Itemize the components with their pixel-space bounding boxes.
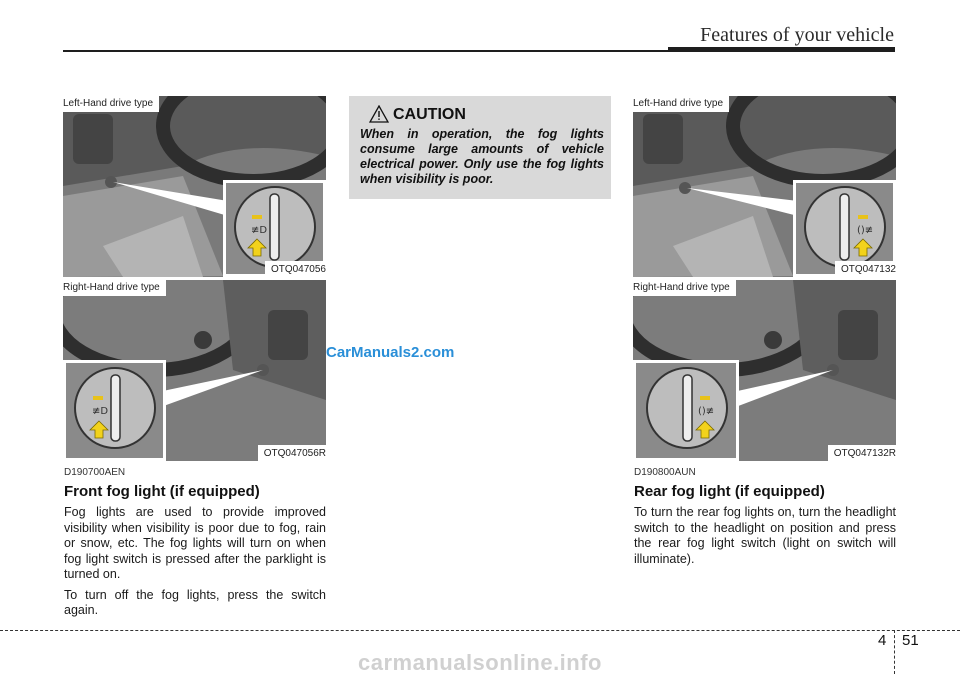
front-fog-photo-lhd: [63, 96, 326, 277]
image-label: Right-Hand drive type: [633, 280, 736, 296]
image-code: OTQ047132: [835, 261, 896, 277]
image-label: Left-Hand drive type: [633, 96, 729, 112]
caution-title: CAUTION: [393, 106, 466, 123]
footer-rule: [0, 630, 960, 631]
svg-text:≢D: ≢D: [251, 225, 268, 236]
rear-fog-photo-lhd: [633, 96, 896, 277]
caution-box: [349, 96, 611, 199]
doc-code: D190800AUN: [634, 467, 696, 478]
paragraph: Fog lights are used to provide improved visibility when visibility is poor due to fog, rain or snow, etc. The fog lights will turn on when fog light switch is pressed after the parklight is turned on.: [64, 505, 326, 581]
header-rule: [63, 50, 895, 52]
paragraph: To turn off the fog lights, press the switch again.: [64, 587, 326, 617]
paragraph: To turn the rear fog lights on, turn the headlight switch to the headlight on position and press the rear fog light switch (light on switch will illuminate).: [634, 505, 896, 566]
section-title: Front fog light (if equipped): [64, 483, 260, 500]
page-number: 51: [902, 632, 919, 649]
svg-text:()≢: ()≢: [857, 225, 874, 236]
chapter-number: 4: [878, 632, 887, 649]
watermark: CarManuals2.com: [326, 344, 455, 361]
image-label: Left-Hand drive type: [63, 96, 159, 112]
front-fog-photo-rhd: [63, 280, 326, 461]
svg-text:≢D: ≢D: [92, 406, 109, 417]
section-title: Rear fog light (if equipped): [634, 483, 825, 500]
section-body: [634, 505, 896, 572]
section-body: [64, 505, 326, 624]
doc-code: D190700AEN: [64, 467, 126, 478]
image-label: Right-Hand drive type: [63, 280, 166, 296]
svg-text:()≢: ()≢: [698, 406, 715, 417]
image-code: OTQ047056R: [258, 445, 326, 461]
image-code: OTQ047056: [265, 261, 326, 277]
caution-text: When in operation, the fog lights consume large amounts of vehicle electrical power. Only use the fog lights when visibility is poor.: [360, 127, 604, 186]
rear-fog-photo-rhd: [633, 280, 896, 461]
page-header-title: Features of your vehicle: [700, 24, 894, 46]
image-code: OTQ047132R: [828, 445, 896, 461]
footer-site-watermark: carmanualsonline.info: [358, 650, 602, 675]
warning-triangle-icon: [369, 105, 389, 123]
